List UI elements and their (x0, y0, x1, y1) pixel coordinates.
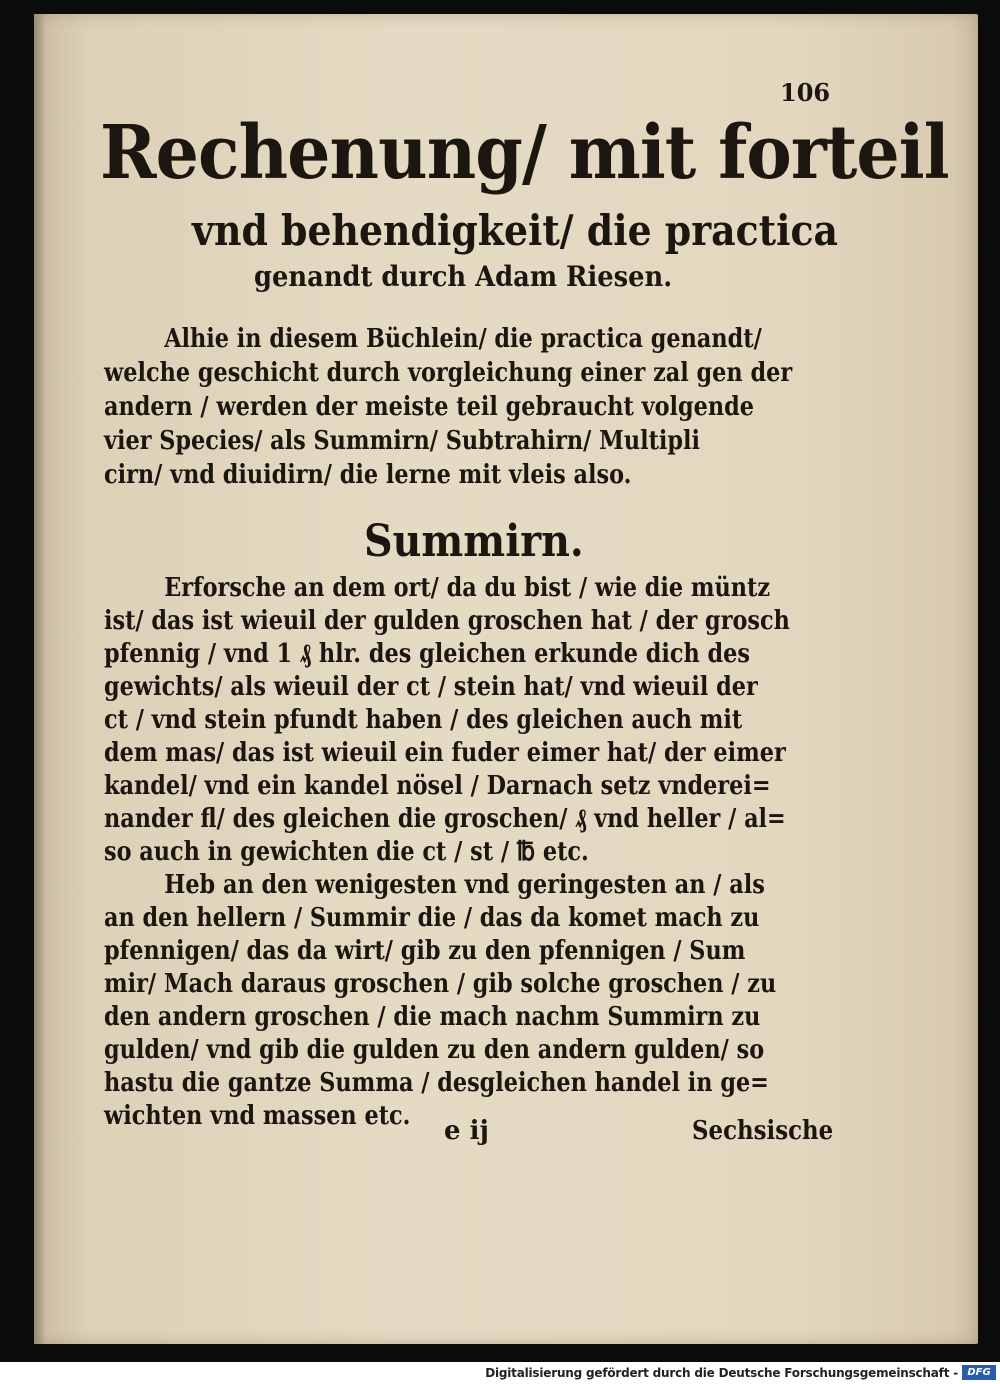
body-line: ct / vnd stein pfundt haben / des gleichen auch mit (104, 705, 743, 735)
body-line: dem mas/ das ist wieuil ein fuder eimer hat/ der eimer (104, 738, 786, 768)
body-line: pfennigen/ das da wirt/ gib zu den pfennigen / Sum (104, 936, 746, 966)
body-line: wichten vnd massen etc. (104, 1101, 411, 1131)
body-line: ist/ das ist wieuil der gulden groschen hat / der grosch (104, 606, 790, 636)
intro-line: Alhie in diesem Büchlein/ die practica genandt/ (164, 324, 762, 354)
signature-mark: e ij (444, 1116, 489, 1146)
intro-paragraph (104, 322, 864, 492)
footer-bar (0, 1362, 1000, 1384)
title-line-1: Rechenung/ mit forteil (100, 110, 949, 196)
body-line: kandel/ vnd ein kandel nösel / Darnach setz vnderei= (104, 771, 771, 801)
section-heading: Summirn. (364, 516, 584, 567)
intro-line: vier Species/ als Summirn/ Subtrahirn/ Multipli (104, 426, 701, 456)
body-line: so auch in gewichten die ct / st / ℔ etc. (104, 837, 589, 867)
title-line-2: vnd behendigkeit/ die practica (192, 206, 838, 255)
body-line: nander fl/ des gleichen die groschen/ ₰ vnd heller / al= (104, 804, 786, 834)
body-line: gulden/ vnd gib die gulden zu den andern gulden/ so (104, 1035, 765, 1065)
intro-line: welche geschicht durch vorgleichung einer zal gen der (104, 358, 793, 388)
body-line: hastu die gantze Summa / desgleichen handel in ge= (104, 1068, 769, 1098)
dfg-logo[interactable]: DFG (962, 1365, 996, 1380)
body-paragraph (104, 572, 864, 1133)
body-line: mir/ Mach daraus groschen / gib solche groschen / zu (104, 969, 777, 999)
footer-credit: Digitalisierung gefördert durch die Deutsche Forschungsgemeinschaft - (485, 1366, 958, 1380)
body-line: gewichts/ als wieuil der ct / stein hat/ vnd wieuil der (104, 672, 758, 702)
body-line: Heb an den wenigesten vnd geringesten an / als (164, 870, 765, 900)
body-line: pfennig / vnd 1 ₰ hlr. des gleichen erkunde dich des (104, 639, 750, 669)
body-line: den andern groschen / die mach nachm Summirn zu (104, 1002, 761, 1032)
folio-number: 106 (780, 78, 831, 107)
title-line-3: genandt durch Adam Riesen. (254, 260, 673, 293)
body-line: Erforsche an dem ort/ da du bist / wie die müntz (164, 573, 771, 603)
page-gutter-shadow (34, 14, 46, 1344)
body-line: an den hellern / Summir die / das da komet mach zu (104, 903, 760, 933)
intro-line: andern / werden der meiste teil gebraucht volgende (104, 392, 754, 422)
catchword: Sechsische (692, 1116, 834, 1146)
intro-line: cirn/ vnd diuidirn/ die lerne mit vleis also. (104, 460, 632, 490)
